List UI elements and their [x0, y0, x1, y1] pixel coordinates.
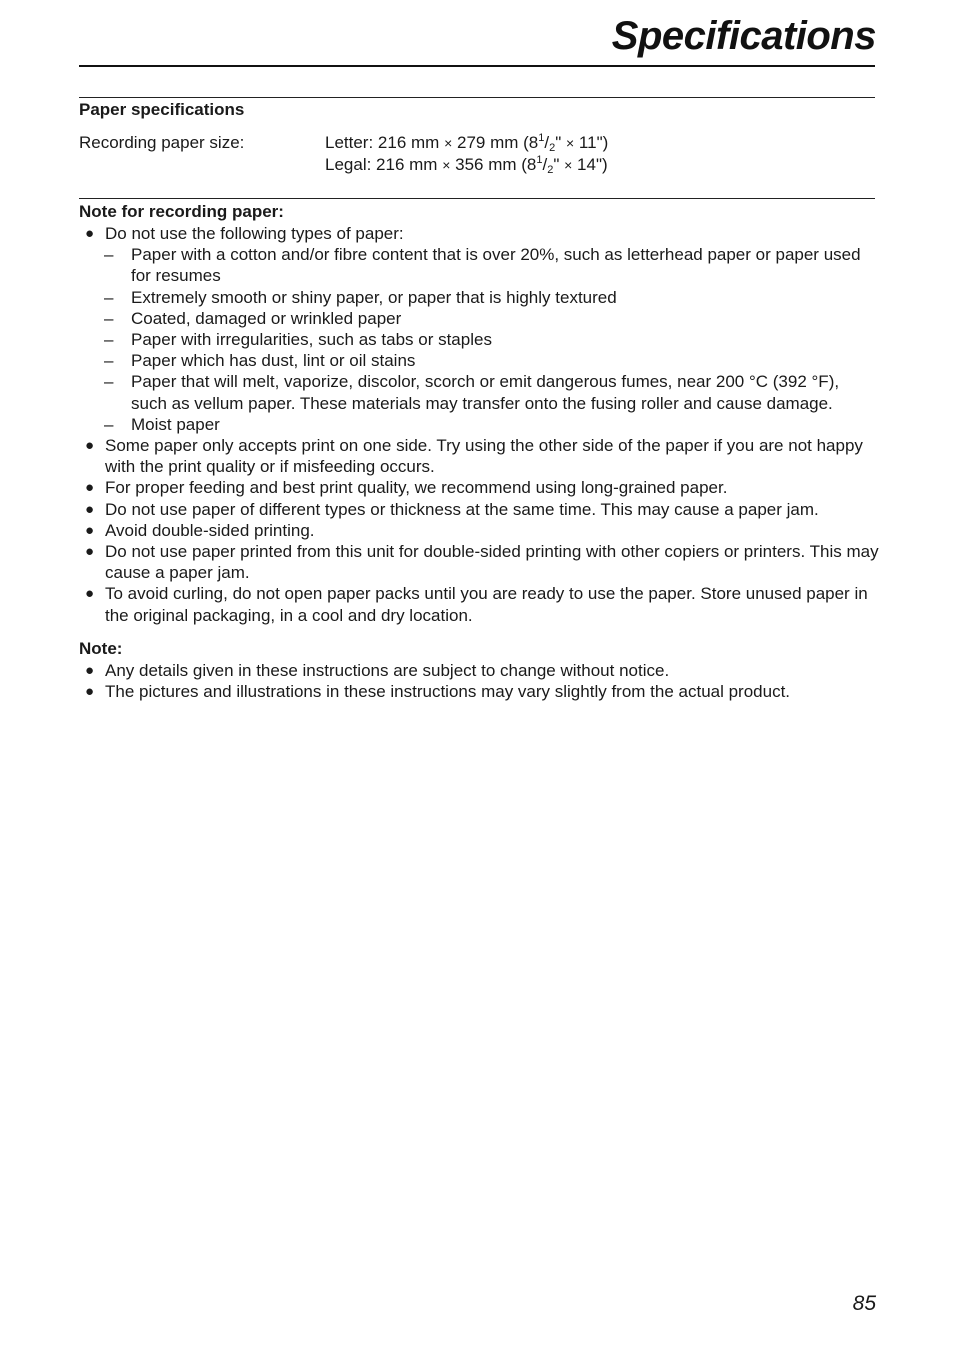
- list-subitem: – Paper which has dust, lint or oil stains: [104, 351, 416, 371]
- bullet-icon: ●: [85, 662, 95, 679]
- list-subitem: – Paper that will melt, vaporize, discolor, scorch or emit dangerous fumes, near 200 °C (392 °F), such as vellum paper. These materials may transfer onto the fusing roller and cause damage.: [104, 372, 840, 413]
- list-item: ● Some paper only accepts print on one side. Try using the other side of the paper if you are not happy with the print quality or if misfeeding occurs.: [85, 436, 863, 477]
- bullet-icon: ●: [85, 479, 95, 497]
- list-item: ● Do not use the following types of paper:: [85, 224, 404, 243]
- general-note-heading: Note:: [79, 639, 123, 658]
- letter-size: Letter: 216 mm × 279 mm ($8^1/_2$" × 11"): [325, 132, 609, 154]
- bullet-icon: ●: [85, 437, 95, 455]
- bullet-icon: ●: [85, 500, 95, 518]
- list-item: ● For proper feeding and best print quality, we recommend using long-grained paper.: [85, 478, 728, 498]
- section-rule-top: [79, 97, 875, 98]
- list-subitem: – Moist paper: [104, 414, 220, 434]
- bullet-icon: ●: [85, 225, 95, 242]
- list-item: ● Do not use paper printed from this unit for double-sided printing with other copiers or printers. This may cause a paper jam.: [85, 542, 879, 583]
- list-item: ● Any details given in these instructions are subject to change without notice.: [85, 661, 670, 680]
- list-subitem: – Paper with a cotton and/or fibre content that is over 20%, such as letterhead paper or paper used for resumes: [104, 245, 861, 286]
- list-item: ● Avoid double-sided printing.: [85, 520, 315, 540]
- bullet-icon: ●: [85, 585, 95, 603]
- bullet-icon: ●: [85, 683, 95, 701]
- recording-note-list: [79, 223, 879, 626]
- list-item: ● The pictures and illustrations in these instructions may vary slightly from the actual product.: [85, 682, 791, 702]
- title-rule: [79, 65, 875, 67]
- section-rule-middle: [79, 198, 875, 199]
- list-subitem: – Coated, damaged or wrinkled paper: [104, 308, 402, 328]
- paper-specs-heading: Paper specifications: [79, 100, 245, 119]
- legal-size: Legal: 216 mm × 356 mm ($8^1/_2$" × 14"): [325, 154, 608, 176]
- list-subitem: – Extremely smooth or shiny paper, or paper that is highly textured: [104, 287, 617, 307]
- list-item: ● To avoid curling, do not open paper packs until you are ready to use the paper. Store unused paper in the original packaging, in a cool and dry location.: [85, 584, 868, 625]
- bullet-icon: ●: [85, 521, 95, 539]
- list-item: ● Do not use paper of different types or thickness at the same time. This may cause a paper jam.: [85, 499, 819, 519]
- recording-size-values: [325, 132, 608, 176]
- page-number: 85: [852, 1292, 876, 1315]
- recording-size-label: Recording paper size:: [79, 133, 245, 152]
- recording-note-heading: Note for recording paper:: [79, 202, 284, 221]
- bullet-icon: ●: [85, 543, 95, 561]
- general-note-list: [79, 660, 879, 702]
- page-title: Specifications: [611, 14, 876, 58]
- list-subitem: – Paper with irregularities, such as tabs or staples: [104, 330, 492, 350]
